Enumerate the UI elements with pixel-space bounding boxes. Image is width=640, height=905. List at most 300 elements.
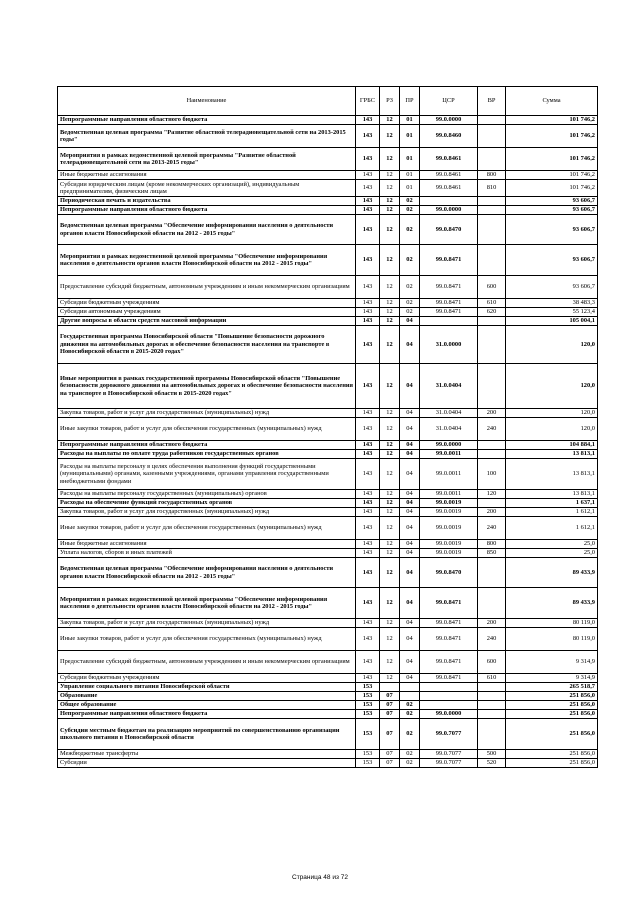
cell-rz: 12 [380,299,400,308]
cell-name: Периодическая печать и издательства [58,197,356,206]
table-row [58,215,598,245]
cell-vr: 600 [478,276,506,299]
cell-pr: 02 [400,197,420,206]
cell-csr: 99.0.0019 [420,508,478,517]
cell-rz: 12 [380,450,400,459]
cell-grbs: 143 [356,197,380,206]
cell-pr: 04 [400,651,420,674]
table-row [58,588,598,619]
cell-csr: 99.0.0011 [420,450,478,459]
cell-pr: 04 [400,450,420,459]
cell-sum: 251 856,0 [506,692,598,701]
cell-rz: 07 [380,750,400,759]
header-grbs: ГРБС [356,87,380,116]
table-row [58,651,598,674]
cell-sum: 9 314,9 [506,651,598,674]
cell-csr: 99.0.7077 [420,750,478,759]
cell-pr: 04 [400,674,420,683]
cell-grbs: 143 [356,308,380,317]
cell-csr: 99.0.0011 [420,490,478,499]
cell-rz: 12 [380,308,400,317]
cell-name: Непрограммные направления областного бюджета [58,710,356,719]
cell-pr: 04 [400,517,420,540]
cell-vr: 240 [478,418,506,441]
table-row [58,692,598,701]
cell-grbs: 153 [356,759,380,768]
cell-sum: 265 518,7 [506,683,598,692]
table-row [58,308,598,317]
cell-pr: 01 [400,171,420,180]
cell-sum: 25,0 [506,540,598,549]
cell-name: Субсидии автономным учреждениям [58,308,356,317]
cell-rz: 12 [380,116,400,125]
cell-vr [478,125,506,148]
cell-grbs: 143 [356,674,380,683]
cell-name: Иные закупки товаров, работ и услуг для обеспечения государственных (муниципальных) нужд [58,517,356,540]
cell-sum: 120,0 [506,326,598,364]
table-header-row [58,87,598,116]
cell-name: Мероприятия в рамках ведомственной целевой программы "Обеспечение информирования населения о деятельности органов власти Новосибирской области на 2012 - 2015 годы" [58,588,356,619]
cell-name: Государственная программа Новосибирской области "Повышение безопасности дорожного движения на автомобильных дорогах и обеспечение безопасности населения на транспорте в Новосибирской области в 2015-2020 годах" [58,326,356,364]
cell-grbs: 153 [356,683,380,692]
cell-name: Ведомственная целевая программа "Обеспечение информирования населения о деятельности органов власти Новосибирской области на 2012 - 2015 годы" [58,215,356,245]
cell-csr: 99.0.0000 [420,206,478,215]
cell-name: Субсидии бюджетным учреждениям [58,674,356,683]
table-row [58,206,598,215]
cell-pr [400,683,420,692]
header-vr: ВР [478,87,506,116]
cell-grbs: 143 [356,549,380,558]
table-row [58,125,598,148]
table-row [58,450,598,459]
cell-pr: 04 [400,508,420,517]
table-row [58,628,598,651]
cell-vr [478,719,506,750]
cell-rz: 12 [380,508,400,517]
cell-vr [478,710,506,719]
cell-name: Расходы на выплаты персоналу в целях обеспечения выполнения функций государственными (муниципальными) органами, казенными учреждениями, органами управления государственными внебюджетными фондами [58,459,356,490]
cell-vr: 200 [478,619,506,628]
header-name: Наименование [58,87,356,116]
cell-rz: 12 [380,197,400,206]
cell-sum: 251 856,0 [506,719,598,750]
table-row [58,701,598,710]
cell-name: Закупка товаров, работ и услуг для государственных (муниципальных) нужд [58,409,356,418]
cell-csr: 99.0.8471 [420,299,478,308]
cell-pr: 04 [400,549,420,558]
cell-vr [478,441,506,450]
cell-sum: 251 856,0 [506,750,598,759]
cell-rz: 12 [380,171,400,180]
cell-grbs: 143 [356,418,380,441]
table-row [58,317,598,326]
table-row [58,116,598,125]
cell-csr: 99.0.0011 [420,459,478,490]
table-row [58,276,598,299]
cell-pr: 02 [400,759,420,768]
cell-sum: 101 746,2 [506,171,598,180]
cell-vr: 620 [478,308,506,317]
cell-sum: 93 606,7 [506,197,598,206]
cell-rz: 12 [380,674,400,683]
table-row [58,148,598,171]
cell-vr [478,450,506,459]
cell-pr: 04 [400,499,420,508]
cell-csr: 99.0.8471 [420,245,478,276]
table-row [58,517,598,540]
cell-grbs: 143 [356,409,380,418]
cell-vr: 500 [478,750,506,759]
cell-csr: 99.0.8471 [420,628,478,651]
cell-csr: 31.0.0000 [420,326,478,364]
cell-pr: 04 [400,628,420,651]
cell-rz: 12 [380,588,400,619]
cell-name: Ведомственная целевая программа "Обеспечение информирования населения о деятельности органов власти Новосибирской области на 2012 - 2015 годы" [58,558,356,588]
header-pr: ПР [400,87,420,116]
cell-pr: 02 [400,206,420,215]
cell-vr [478,558,506,588]
cell-sum: 38 483,3 [506,299,598,308]
cell-csr: 99.0.0019 [420,517,478,540]
cell-pr: 04 [400,558,420,588]
cell-csr: 99.0.0019 [420,540,478,549]
table-row [58,364,598,409]
cell-grbs: 143 [356,148,380,171]
table-row [58,683,598,692]
cell-pr: 02 [400,719,420,750]
cell-vr: 610 [478,299,506,308]
cell-sum: 93 606,7 [506,276,598,299]
cell-name: Образование [58,692,356,701]
cell-rz: 07 [380,710,400,719]
cell-vr [478,148,506,171]
cell-name: Управление социального питания Новосибирской области [58,683,356,692]
cell-sum: 1 637,1 [506,499,598,508]
cell-csr: 99.0.8470 [420,558,478,588]
cell-grbs: 143 [356,450,380,459]
cell-name: Межбюджетные трансферты [58,750,356,759]
cell-rz: 07 [380,692,400,701]
table-row [58,326,598,364]
cell-csr: 99.0.0000 [420,710,478,719]
cell-rz: 12 [380,148,400,171]
table-row [58,719,598,750]
cell-csr: 99.0.0019 [420,549,478,558]
cell-csr: 99.0.0000 [420,441,478,450]
cell-sum: 13 813,1 [506,459,598,490]
cell-rz: 12 [380,558,400,588]
cell-rz: 12 [380,364,400,409]
table-row [58,549,598,558]
cell-grbs: 143 [356,619,380,628]
cell-rz: 12 [380,276,400,299]
cell-grbs: 143 [356,441,380,450]
cell-name: Закупка товаров, работ и услуг для государственных (муниципальных) нужд [58,619,356,628]
cell-sum: 89 433,9 [506,558,598,588]
cell-csr: 99.0.0000 [420,116,478,125]
cell-sum: 93 606,7 [506,215,598,245]
cell-rz: 12 [380,441,400,450]
table-row [58,508,598,517]
cell-sum: 55 123,4 [506,308,598,317]
header-sum: Сумма [506,87,598,116]
cell-pr: 01 [400,180,420,197]
cell-sum: 120,0 [506,364,598,409]
cell-vr [478,692,506,701]
table-row [58,459,598,490]
cell-sum: 101 746,2 [506,180,598,197]
cell-sum: 9 314,9 [506,674,598,683]
cell-pr: 02 [400,750,420,759]
table-row [58,441,598,450]
cell-sum: 89 433,9 [506,588,598,619]
cell-csr: 99.0.8471 [420,674,478,683]
cell-grbs: 143 [356,499,380,508]
cell-grbs: 143 [356,364,380,409]
cell-vr: 800 [478,540,506,549]
cell-sum: 105 004,1 [506,317,598,326]
cell-name: Субсидии юридическим лицам (кроме некоммерческих организаций), индивидуальным предпринимателям, физическим лицам [58,180,356,197]
cell-csr [420,197,478,206]
cell-grbs: 153 [356,692,380,701]
cell-name: Иные бюджетные ассигнования [58,540,356,549]
table-row [58,750,598,759]
cell-pr: 01 [400,116,420,125]
cell-name: Иные закупки товаров, работ и услуг для обеспечения государственных (муниципальных) нужд [58,418,356,441]
header-csr: ЦСР [420,87,478,116]
cell-pr: 04 [400,418,420,441]
cell-vr: 520 [478,759,506,768]
cell-grbs: 143 [356,116,380,125]
cell-rz: 12 [380,245,400,276]
cell-grbs: 143 [356,558,380,588]
cell-vr: 810 [478,180,506,197]
cell-name: Уплата налогов, сборов и иных платежей [58,549,356,558]
table-row [58,558,598,588]
cell-grbs: 153 [356,719,380,750]
cell-grbs: 143 [356,317,380,326]
cell-pr: 02 [400,276,420,299]
cell-name: Мероприятия в рамках ведомственной целевой программы "Развитие областной телерадиовещательной сети на 2013-2015 годы" [58,148,356,171]
cell-vr: 200 [478,508,506,517]
budget-table [57,86,598,768]
cell-name: Общее образование [58,701,356,710]
cell-vr [478,197,506,206]
cell-name: Другие вопросы в области средств массовой информации [58,317,356,326]
cell-sum: 13 813,1 [506,450,598,459]
cell-name: Расходы на выплаты персоналу государственных (муниципальных) органов [58,490,356,499]
cell-csr: 99.0.8461 [420,171,478,180]
page-number: Страница 48 из 72 [292,874,348,881]
cell-csr: 99.0.0019 [420,499,478,508]
cell-rz: 12 [380,125,400,148]
cell-name: Непрограммные направления областного бюджета [58,441,356,450]
table-row [58,499,598,508]
cell-name: Субсидии местным бюджетам на реализацию мероприятий по совершенствованию организации школьного питания в Новосибирской области [58,719,356,750]
cell-vr [478,116,506,125]
cell-name: Иные мероприятия в рамках государственной программы Новосибирской области "Повышение безопасности дорожного движения на автомобильных дорогах и обеспечение безопасности населения на транспорте в Новосибирской области в 2015-2020 годах" [58,364,356,409]
cell-name: Закупка товаров, работ и услуг для государственных (муниципальных) нужд [58,508,356,517]
cell-pr: 02 [400,701,420,710]
cell-csr: 99.0.8471 [420,308,478,317]
cell-vr [478,364,506,409]
cell-pr: 04 [400,540,420,549]
cell-vr: 200 [478,409,506,418]
cell-grbs: 143 [356,215,380,245]
cell-sum: 251 856,0 [506,701,598,710]
cell-vr: 600 [478,651,506,674]
table-body [58,116,598,768]
table-row [58,180,598,197]
cell-vr [478,701,506,710]
cell-pr: 02 [400,299,420,308]
table-row [58,409,598,418]
cell-vr [478,683,506,692]
cell-rz: 07 [380,701,400,710]
cell-name: Непрограммные направления областного бюджета [58,206,356,215]
cell-grbs: 143 [356,276,380,299]
cell-rz: 12 [380,409,400,418]
table-row [58,540,598,549]
cell-vr: 240 [478,628,506,651]
cell-sum: 251 856,0 [506,710,598,719]
cell-name: Расходы на выплаты по оплате труда работников государственных органов [58,450,356,459]
cell-pr: 04 [400,364,420,409]
cell-grbs: 153 [356,701,380,710]
cell-grbs: 143 [356,508,380,517]
cell-sum: 120,0 [506,418,598,441]
cell-sum: 80 119,0 [506,628,598,651]
cell-vr: 120 [478,490,506,499]
cell-pr: 01 [400,125,420,148]
cell-vr [478,245,506,276]
cell-rz: 12 [380,317,400,326]
cell-csr: 99.0.7077 [420,719,478,750]
cell-sum: 93 606,7 [506,245,598,276]
table-row [58,171,598,180]
cell-csr: 99.0.8470 [420,215,478,245]
cell-vr: 240 [478,517,506,540]
cell-csr: 99.0.7077 [420,759,478,768]
cell-sum: 101 746,2 [506,116,598,125]
cell-pr: 01 [400,148,420,171]
cell-pr: 04 [400,317,420,326]
cell-rz: 12 [380,206,400,215]
cell-vr: 850 [478,549,506,558]
cell-rz: 12 [380,619,400,628]
table-row [58,197,598,206]
cell-csr [420,692,478,701]
cell-grbs: 143 [356,651,380,674]
cell-sum: 80 119,0 [506,619,598,628]
cell-vr [478,317,506,326]
cell-grbs: 153 [356,750,380,759]
table-row [58,490,598,499]
cell-rz: 12 [380,549,400,558]
cell-csr [420,683,478,692]
cell-grbs: 143 [356,299,380,308]
cell-rz: 12 [380,628,400,651]
cell-grbs: 143 [356,180,380,197]
cell-pr: 04 [400,619,420,628]
table-row [58,418,598,441]
cell-grbs: 143 [356,517,380,540]
cell-grbs: 153 [356,710,380,719]
cell-name: Субсидии бюджетным учреждениям [58,299,356,308]
cell-sum: 120,0 [506,409,598,418]
cell-grbs: 143 [356,326,380,364]
table-row [58,619,598,628]
cell-sum: 1 612,1 [506,508,598,517]
cell-name: Непрограммные направления областного бюджета [58,116,356,125]
cell-csr: 99.0.8460 [420,125,478,148]
cell-rz: 12 [380,651,400,674]
cell-name: Ведомственная целевая программа "Развитие областной телерадиовещательной сети на 2013-2015 годы" [58,125,356,148]
cell-sum: 104 884,1 [506,441,598,450]
cell-grbs: 143 [356,171,380,180]
cell-grbs: 143 [356,628,380,651]
cell-csr [420,317,478,326]
cell-rz [380,683,400,692]
cell-pr: 02 [400,245,420,276]
cell-rz: 07 [380,759,400,768]
cell-pr: 04 [400,459,420,490]
cell-name: Мероприятия в рамках ведомственной целевой программы "Обеспечение информирования населения о деятельности органов власти Новосибирской области на 2012 - 2015 годы" [58,245,356,276]
cell-name: Иные бюджетные ассигнования [58,171,356,180]
cell-csr: 99.0.8471 [420,651,478,674]
cell-grbs: 143 [356,540,380,549]
cell-grbs: 143 [356,490,380,499]
table-row [58,299,598,308]
cell-pr: 04 [400,490,420,499]
cell-pr: 04 [400,409,420,418]
cell-csr: 31.0.0404 [420,364,478,409]
cell-vr [478,326,506,364]
cell-vr [478,499,506,508]
cell-rz: 12 [380,499,400,508]
cell-rz: 12 [380,459,400,490]
cell-csr: 99.0.8471 [420,588,478,619]
cell-grbs: 143 [356,206,380,215]
cell-name: Иные закупки товаров, работ и услуг для обеспечения государственных (муниципальных) нужд [58,628,356,651]
cell-rz: 12 [380,540,400,549]
cell-vr: 100 [478,459,506,490]
cell-sum: 251 856,0 [506,759,598,768]
cell-rz: 12 [380,490,400,499]
cell-sum: 25,0 [506,549,598,558]
table-row [58,674,598,683]
cell-csr: 99.0.8461 [420,180,478,197]
cell-rz: 12 [380,215,400,245]
cell-csr: 99.0.8471 [420,619,478,628]
cell-name: Предоставление субсидий бюджетным, автономным учреждениям и иным некоммерческим организациям [58,651,356,674]
cell-csr [420,701,478,710]
cell-vr [478,206,506,215]
cell-sum: 101 746,2 [506,148,598,171]
cell-grbs: 143 [356,125,380,148]
header-rz: РЗ [380,87,400,116]
cell-pr [400,692,420,701]
cell-rz: 07 [380,719,400,750]
cell-sum: 101 746,2 [506,125,598,148]
cell-pr: 02 [400,215,420,245]
cell-pr: 04 [400,588,420,619]
cell-csr: 99.0.8461 [420,148,478,171]
cell-rz: 12 [380,517,400,540]
cell-csr: 31.0.0404 [420,418,478,441]
cell-pr: 04 [400,441,420,450]
cell-vr [478,588,506,619]
